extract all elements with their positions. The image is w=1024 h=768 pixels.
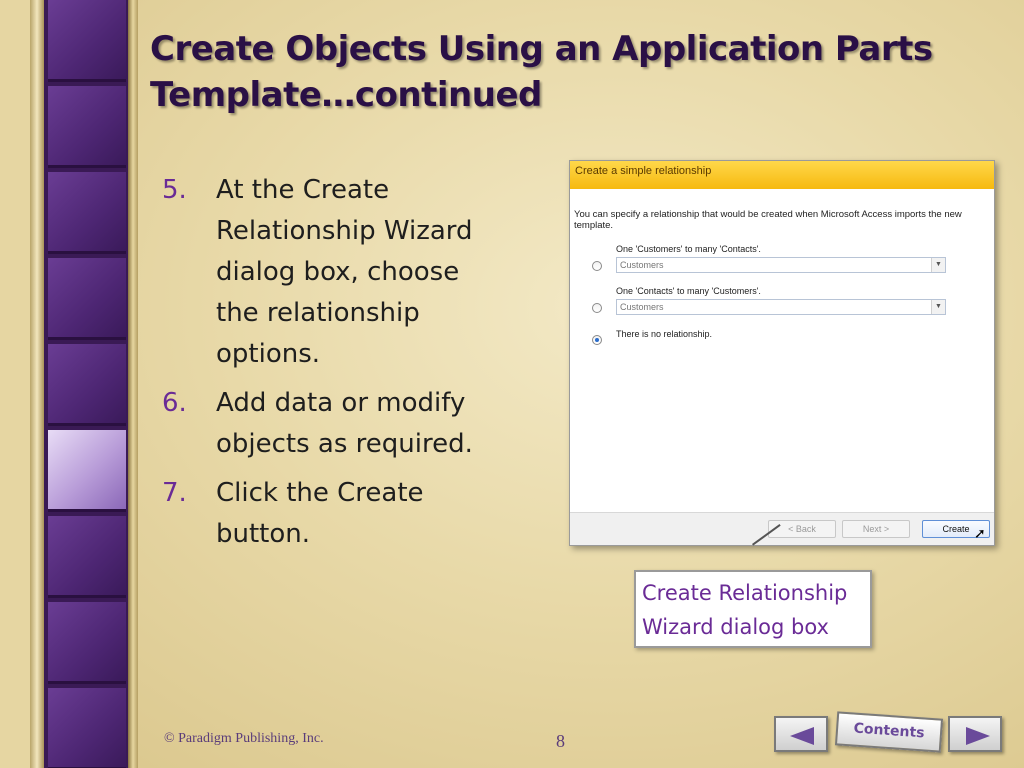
- radio-customers-to-contacts[interactable]: [592, 261, 602, 271]
- option-label: One 'Contacts' to many 'Customers'.: [616, 286, 761, 296]
- next-button[interactable]: Next >: [842, 520, 910, 538]
- radio-contacts-to-customers[interactable]: [592, 303, 602, 313]
- step-number: 5.: [162, 175, 187, 205]
- combo-value: Customers: [620, 302, 664, 312]
- step-item: [162, 383, 502, 465]
- arrow-right-icon: [966, 727, 990, 745]
- step-number: 7.: [162, 478, 187, 508]
- relationship-wizard-dialog: [569, 160, 995, 546]
- step-text: Add data or modify objects as required.: [216, 388, 473, 459]
- slide-title: Create Objects Using an Application Parts Template…continued: [150, 29, 933, 115]
- option-label: There is no relationship.: [616, 329, 713, 339]
- filmstrip-decoration: [0, 0, 138, 768]
- film-cell: [48, 86, 126, 168]
- next-slide-button[interactable]: [948, 716, 1002, 752]
- dialog-footer: [570, 512, 994, 545]
- film-cell: [48, 602, 126, 684]
- film-cell: [48, 344, 126, 426]
- film-cell: [48, 0, 126, 82]
- callout-caption: Create Relationship Wizard dialog box: [634, 570, 872, 648]
- film-rail-right: [128, 0, 138, 768]
- chevron-down-icon[interactable]: ▼: [931, 300, 945, 314]
- film-cell: [48, 516, 126, 598]
- film-cell-highlight: [48, 430, 126, 512]
- step-item: [162, 473, 502, 555]
- film-rail-left: [30, 0, 44, 768]
- combo-value: Customers: [620, 260, 664, 270]
- step-text: At the Create Relationship Wizard dialog box, choose the relationship options.: [216, 175, 473, 369]
- back-button[interactable]: < Back: [768, 520, 836, 538]
- step-number: 6.: [162, 388, 187, 418]
- dialog-header: Create a simple relationship: [570, 161, 994, 189]
- film-cell: [48, 258, 126, 340]
- chevron-down-icon[interactable]: ▼: [931, 258, 945, 272]
- contents-button[interactable]: Contents: [835, 711, 943, 752]
- customers-combo[interactable]: [616, 257, 946, 273]
- dialog-description: You can specify a relationship that would be created when Microsoft Access imports the new template.: [574, 209, 962, 231]
- arrow-left-icon: [790, 727, 814, 745]
- step-text: Click the Create button.: [216, 478, 424, 549]
- film-cell: [48, 172, 126, 254]
- film-cell: [48, 688, 126, 768]
- option-label: One 'Customers' to many 'Contacts'.: [616, 244, 761, 254]
- previous-slide-button[interactable]: [774, 716, 828, 752]
- mouse-cursor-icon: ➚: [974, 525, 986, 541]
- page-number: 8: [556, 731, 565, 751]
- contacts-combo[interactable]: [616, 299, 946, 315]
- steps-list: [162, 170, 502, 563]
- radio-no-relationship[interactable]: [592, 335, 602, 345]
- step-item: [162, 170, 502, 375]
- copyright-text: © Paradigm Publishing, Inc.: [164, 731, 324, 746]
- create-button[interactable]: Create: [922, 520, 990, 538]
